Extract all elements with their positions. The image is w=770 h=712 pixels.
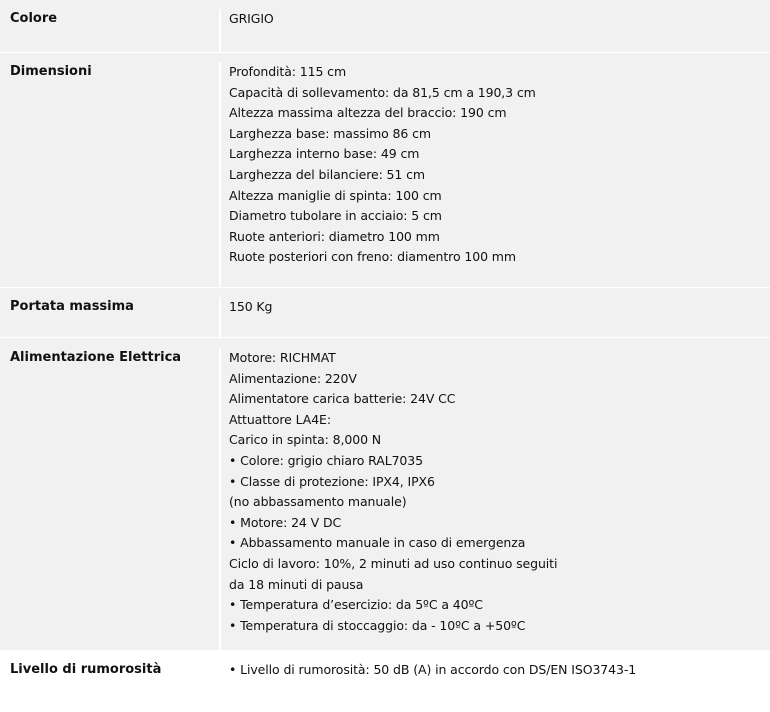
spec-value-line: • Colore: grigio chiaro RAL7035: [229, 452, 423, 468]
spec-value-line: Larghezza del bilanciere: 51 cm: [229, 166, 425, 182]
spec-value-line: Alimentatore carica batterie: 24V CC: [229, 391, 456, 407]
spec-row-portata-massima: [0, 288, 770, 337]
spec-value-line: Carico in spinta: 8,000 N: [229, 432, 382, 448]
spec-value-line: Altezza massima altezza del braccio: 190 cm: [229, 105, 507, 121]
spec-value-line: • Temperatura di stoccaggio: da - 10ºC a +50ºC: [229, 617, 526, 633]
spec-row-alimentazione-elettrica: [0, 338, 770, 650]
spec-value-line: • Livello di rumorosità: 50 dB (A) in accordo con DS/EN ISO3743-1: [229, 662, 637, 677]
spec-value-line: Alimentazione: 220V: [229, 370, 357, 386]
spec-value-line: da 18 minuti di pausa: [229, 576, 364, 592]
spec-value-line: • Motore: 24 V DC: [229, 514, 342, 530]
spec-value-line: 150 Kg: [229, 299, 273, 314]
spec-label: Colore: [10, 11, 58, 26]
spec-value-cell: [220, 660, 770, 712]
spec-value-cell: [220, 297, 770, 337]
spec-value-line: Profondità: 115 cm: [229, 64, 347, 79]
spec-value-line: Ruote anteriori: diametro 100 mm: [229, 228, 440, 244]
spec-label: Dimensioni: [10, 64, 92, 79]
spec-row-dimensioni: [0, 53, 770, 287]
spec-label-cell: [0, 9, 220, 52]
spec-value-line: Motore: RICHMAT: [229, 350, 336, 365]
spec-label: Portata massima: [10, 299, 134, 314]
spec-label-cell: [0, 348, 220, 650]
spec-value-line: GRIGIO: [229, 11, 274, 26]
spec-label-cell: [0, 660, 220, 712]
spec-value-line: Larghezza base: massimo 86 cm: [229, 125, 431, 141]
spec-value-line: • Temperatura d’esercizio: da 5ºC a 40ºC: [229, 597, 483, 613]
spec-value-line: • Abbassamento manuale in caso di emergenza: [229, 535, 526, 551]
spec-value-cell: [220, 62, 770, 287]
spec-value-line: Larghezza interno base: 49 cm: [229, 146, 420, 162]
spec-label: Alimentazione Elettrica: [10, 350, 182, 365]
spec-value-line: Ciclo di lavoro: 10%, 2 minuti ad uso continuo seguiti: [229, 555, 558, 571]
spec-value-line: (no abbassamento manuale): [229, 494, 407, 510]
spec-value-line: Ruote posteriori con freno: diamentro 100 mm: [229, 249, 516, 265]
spec-value-line: Capacità di sollevamento: da 81,5 cm a 190,3 cm: [229, 84, 536, 100]
spec-row-colore: [0, 0, 770, 52]
spec-value-cell: [220, 9, 770, 52]
spec-value-line: Diametro tubolare in acciaio: 5 cm: [229, 208, 442, 224]
spec-value-cell: [220, 348, 770, 650]
spec-label-cell: [0, 62, 220, 287]
spec-label-cell: [0, 297, 220, 337]
spec-row-livello-rumorosita: [0, 651, 770, 712]
spec-value-line: Altezza maniglie di spinta: 100 cm: [229, 187, 442, 203]
spec-value-line: • Classe di protezione: IPX4, IPX6: [229, 473, 435, 489]
spec-label: Livello di rumorosità: [10, 662, 162, 677]
spec-value-line: Attuattore LA4E:: [229, 411, 331, 427]
